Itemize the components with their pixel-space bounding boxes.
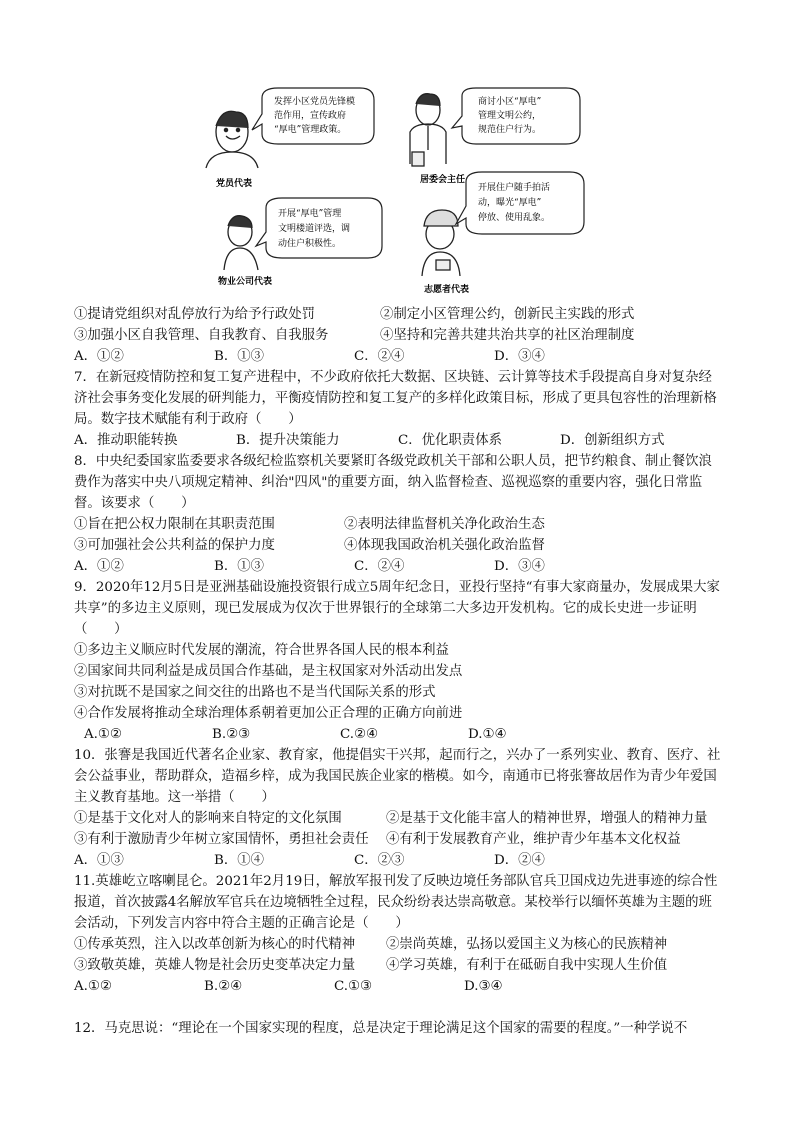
bubble-text: “厚电”管理政策。 (274, 125, 347, 135)
bubble-text: 动，曝光“厚电” (478, 198, 542, 208)
q7-stem: 7．在新冠疫情防控和复工复产进程中，不少政府依托大数据、区块链、云计算等技术手段提高自身对复杂经济社会事务变化发展的研判能力，平衡疫情防控和复工复产的多样化政策目标，形成了更具包容性的治理新格局。数字技术赋能有利于政府（ ） (74, 370, 717, 427)
q10-answer-d: D．②④ (494, 853, 545, 868)
bubble-text: 商讨小区“厚电” (478, 97, 542, 107)
bubble-director (452, 88, 580, 144)
q11-answer-d: D.③④ (464, 979, 503, 994)
caption-director: 居委会主任 (420, 175, 466, 185)
q7-answer-c: C．优化职责体系 (398, 433, 502, 448)
q10-options-row-2 (74, 829, 724, 850)
q11-answer-b: B.②④ (204, 979, 243, 994)
q9-answer-a: A.①② (84, 727, 122, 742)
q11-option-1: ①传承英烈，注入以改革创新为核心的时代精神 (74, 937, 356, 952)
q10-answer-c: C．②③ (354, 853, 405, 868)
q6-option-2: ②制定小区管理公约，创新民主实践的形式 (380, 307, 635, 322)
bubble-text: 动住户积极性。 (278, 239, 342, 249)
q8-answers (74, 556, 724, 577)
q11-answers (74, 976, 724, 997)
q10-option-1: ①是基于文化对人的影响来自特定的文化氛围 (74, 811, 342, 826)
q7-answer-b: B．提升决策能力 (236, 433, 340, 448)
property-rep-figure (224, 216, 258, 270)
bubble-property-rep (256, 198, 382, 258)
q10-option-4: ④有利于发展教育产业，维护青少年基本文化权益 (386, 832, 681, 847)
q8-answer-a: A．①② (74, 559, 124, 574)
q11-options-row-1 (74, 934, 724, 955)
q11-answer-c: C.①③ (334, 979, 373, 994)
bubble-text: 管理文明公约， (478, 111, 542, 121)
q8-options-row-2 (74, 535, 724, 556)
q8-answer-c: C．②④ (354, 559, 405, 574)
bubble-text: 规范住户行为。 (478, 125, 542, 135)
q6-option-4: ④坚持和完善共建共治共享的社区治理制度 (380, 328, 635, 343)
q8-options-row-1 (74, 514, 724, 535)
q10-answer-b: B．①④ (214, 853, 265, 868)
q6-answer-a: A．①② (74, 349, 124, 364)
bubble-text: 开展“厚电”管理 (278, 209, 342, 219)
q9-option-4: ④合作发展将推动全球治理体系朝着更加公正合理的正确方向前进 (74, 706, 463, 721)
q11-option-3: ③致敬英雄，英雄人物是社会历史变革决定力量 (74, 958, 356, 973)
q6-answer-c: C．②④ (354, 349, 405, 364)
q6-answers (74, 346, 724, 367)
q6-option-3: ③加强小区自我管理、自我教育、自我服务 (74, 328, 329, 343)
bubble-text: 开展住户随手拍活 (478, 183, 551, 193)
q10-options-row-1 (74, 808, 724, 829)
q7-answer-d: D．创新组织方式 (560, 433, 665, 448)
q10-answer-a: A．①③ (74, 853, 124, 868)
party-member-figure (206, 111, 258, 168)
caption-party-member: 党员代表 (216, 179, 253, 189)
q9-option-2: ②国家间共同利益是成员国合作基础，是主权国家对外活动出发点 (74, 664, 463, 679)
caption-volunteer: 志愿者代表 (424, 285, 470, 295)
q9-answer-c: C.②④ (340, 727, 379, 742)
q11-option-4: ④学习英雄，有利于在砥砺自我中实现人生价值 (386, 958, 668, 973)
q11-option-2: ②崇尚英雄，弘扬以爱国主义为核心的民族精神 (386, 937, 668, 952)
cartoon-illustration (196, 86, 596, 304)
q6-options-row-2 (74, 325, 724, 346)
director-figure (410, 94, 446, 166)
q11-options-row-2 (74, 955, 724, 976)
bubble-text: 范作用，宣传政府 (274, 111, 347, 121)
volunteer-figure (422, 210, 460, 276)
q8-answer-d: D．③④ (494, 559, 545, 574)
q8-option-1: ①旨在把公权力限制在其职责范围 (74, 517, 275, 532)
q6-options-row-1 (74, 304, 724, 325)
q10-stem: 10．张謇是我国近代著名企业家、教育家，他提倡实干兴邦，起而行之，兴办了一系列实业、教育、医疗、社会公益事业，帮助群众，造福乡梓，成为我国民族企业家的楷模。如今，南通市已将张謇故居作为青少年爱国主义教育基地。这一举措（ ） (74, 748, 721, 805)
q8-option-3: ③可加强社会公共利益的保护力度 (74, 538, 275, 553)
q11-stem: 11.英雄屹立喀喇昆仑。2021年2月19日，解放军报刊发了反映边境任务部队官兵卫国戍边先进事迹的综合性报道，首次披露4名解放军官兵在边境牺牲全过程，民众纷纷表达崇高敬意。某校举行以缅怀英雄为主题的班会活动，下列发言内容中符合主题的正确言论是（ ） (74, 874, 718, 931)
q9-option-3: ③对抗既不是国家之间交往的出路也不是当代国际关系的形式 (74, 685, 436, 700)
q8-option-2: ②表明法律监督机关净化政治生态 (344, 517, 545, 532)
q10-answers (74, 850, 724, 871)
q6-answer-b: B．①③ (214, 349, 265, 364)
q8-stem: 8．中央纪委国家监委要求各级纪检监察机关要紧盯各级党政机关干部和公职人员，把节约粮食、制止餐饮浪费作为落实中央八项规定精神、纠治"四风"的重要方面，纳入监督检查、巡视巡察的重要内容，强化日常监督。该要求（ ） (74, 454, 712, 511)
bubble-text: 停放、使用乱象。 (478, 213, 551, 223)
q6-answer-d: D．③④ (494, 349, 545, 364)
q9-answer-b: B.②③ (212, 727, 251, 742)
bubble-party-member (252, 88, 374, 144)
bubble-volunteer (456, 172, 584, 234)
q9-option-1: ①多边主义顺应时代发展的潮流，符合世界各国人民的根本利益 (74, 643, 449, 658)
bubble-text: 发挥小区党员先锋模 (274, 97, 356, 107)
question-content (74, 304, 724, 1039)
spacer (74, 997, 724, 1018)
q6-option-1: ①提请党组织对乱停放行为给予行政处罚 (74, 307, 316, 322)
q7-answer-a: A．推动职能转换 (74, 433, 178, 448)
q10-option-2: ②是基于文化能丰富人的精神世界，增强人的精神力量 (386, 811, 708, 826)
q9-answers (74, 724, 724, 745)
q9-answer-d: D.①④ (468, 727, 507, 742)
q8-answer-b: B．①③ (214, 559, 265, 574)
q11-answer-a: A.①② (74, 979, 112, 994)
q9-stem: 9．2020年12月5日是亚洲基础设施投资银行成立5周年纪念日，亚投行坚持“有事大家商量办，发展成果大家共享”的多边主义原则，现已发展成为仅次于世界银行的全球第二大多边开发机构。它的成长史进一步证明（ ） (74, 580, 720, 637)
caption-property-rep: 物业公司代表 (218, 277, 273, 287)
q7-answers (74, 430, 724, 451)
q10-option-3: ③有利于激励青少年树立家国情怀，勇担社会责任 (74, 832, 369, 847)
bubble-text: 文明楼道评选，调 (278, 224, 351, 234)
q12-stem: 12．马克思说：“理论在一个国家实现的程度，总是决定于理论满足这个国家的需要的程度。”一种学说不 (74, 1021, 688, 1036)
q8-option-4: ④体现我国政治机关强化政治监督 (344, 538, 545, 553)
